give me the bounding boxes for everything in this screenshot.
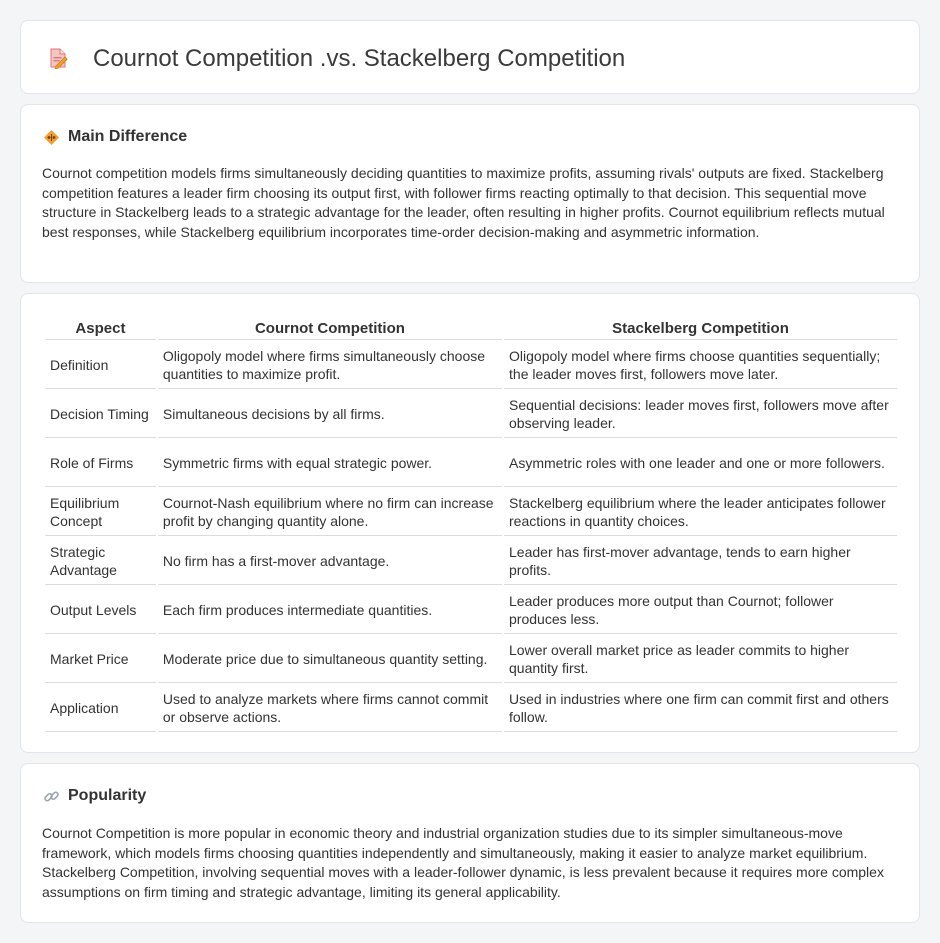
table-row (45, 391, 897, 438)
aspect-cell: Market Price (45, 636, 156, 683)
cournot-cell: Simultaneous decisions by all firms. (158, 391, 502, 438)
link-icon (43, 788, 60, 805)
stackelberg-cell: Leader produces more output than Cournot; follower produces less. (504, 587, 897, 634)
stackelberg-cell: Asymmetric roles with one leader and one or more followers. (504, 440, 897, 487)
header-stackelberg: Stackelberg Competition (504, 318, 897, 340)
comparison-table (43, 316, 899, 734)
table-row (45, 685, 897, 732)
cournot-cell: Moderate price due to simultaneous quantity setting. (158, 636, 502, 683)
aspect-cell: Role of Firms (45, 440, 156, 487)
edit-document-icon (47, 47, 69, 69)
stackelberg-cell: Used in industries where one firm can commit first and others follow. (504, 685, 897, 732)
stackelberg-cell: Stackelberg equilibrium where the leader anticipates follower reactions in quantity choices. (504, 489, 897, 536)
cournot-cell: Cournot-Nash equilibrium where no firm can increase profit by changing quantity alone. (158, 489, 502, 536)
stackelberg-cell: Lower overall market price as leader commits to higher quantity first. (504, 636, 897, 683)
table-header-row (45, 318, 897, 340)
table-row (45, 489, 897, 536)
stackelberg-cell: Leader has first-mover advantage, tends to earn higher profits. (504, 538, 897, 585)
title-card (20, 20, 920, 94)
popularity-header (43, 786, 146, 806)
popularity-heading: Popularity (68, 787, 147, 804)
table-row (45, 342, 897, 389)
aspect-cell: Equilibrium Concept (45, 489, 156, 536)
main-difference-text: Cournot competition models firms simultaneously deciding quantities to maximize profits, assuming rivals' outputs are fixed. Stackelberg competition features a leader firm choosing its output first, with follower firms reacting optimally to that decision. This sequential move structure in Stackelberg leads to a strategic advantage for the leader, often resulting in higher profits. Cournot equilibrium reflects mutual best responses, while Stackelberg equilibrium incorporates time-order decision-making and asymmetric information. (42, 165, 885, 240)
stackelberg-cell: Sequential decisions: leader moves first, followers move after observing leader. (504, 391, 897, 438)
table-row (45, 538, 897, 585)
table-row (45, 440, 897, 487)
table-row (45, 636, 897, 683)
cournot-cell: Oligopoly model where firms simultaneously choose quantities to maximize profit. (158, 342, 502, 389)
popularity-section (20, 763, 920, 923)
diamond-warning-icon (43, 129, 60, 146)
aspect-cell: Decision Timing (45, 391, 156, 438)
header-cournot: Cournot Competition (158, 318, 502, 340)
header-aspect: Aspect (45, 318, 156, 340)
comparison-table-section (20, 293, 920, 753)
main-difference-header (43, 127, 187, 147)
aspect-cell: Output Levels (45, 587, 156, 634)
page-title: Cournot Competition .vs. Stackelberg Competition (93, 45, 626, 72)
aspect-cell: Definition (45, 342, 156, 389)
cournot-cell: Used to analyze markets where firms cannot commit or observe actions. (158, 685, 502, 732)
aspect-cell: Application (45, 685, 156, 732)
popularity-text: Cournot Competition is more popular in economic theory and industrial organization studies due to its simpler simultaneous-move framework, which models firms choosing quantities independently and simultaneously, making it easier to analyze market equilibrium. Stackelberg Competition, involving sequential moves with a leader-follower dynamic, is less prevalent because it requires more complex assumptions on firm timing and strategic advantage, limiting its general applicability. (42, 825, 884, 900)
table-row (45, 587, 897, 634)
stackelberg-cell: Oligopoly model where firms choose quantities sequentially; the leader moves first, followers move later. (504, 342, 897, 389)
main-difference-section (20, 104, 920, 283)
aspect-cell: Strategic Advantage (45, 538, 156, 585)
cournot-cell: No firm has a first-mover advantage. (158, 538, 502, 585)
main-difference-heading: Main Difference (68, 128, 188, 145)
cournot-cell: Symmetric firms with equal strategic power. (158, 440, 502, 487)
cournot-cell: Each firm produces intermediate quantities. (158, 587, 502, 634)
